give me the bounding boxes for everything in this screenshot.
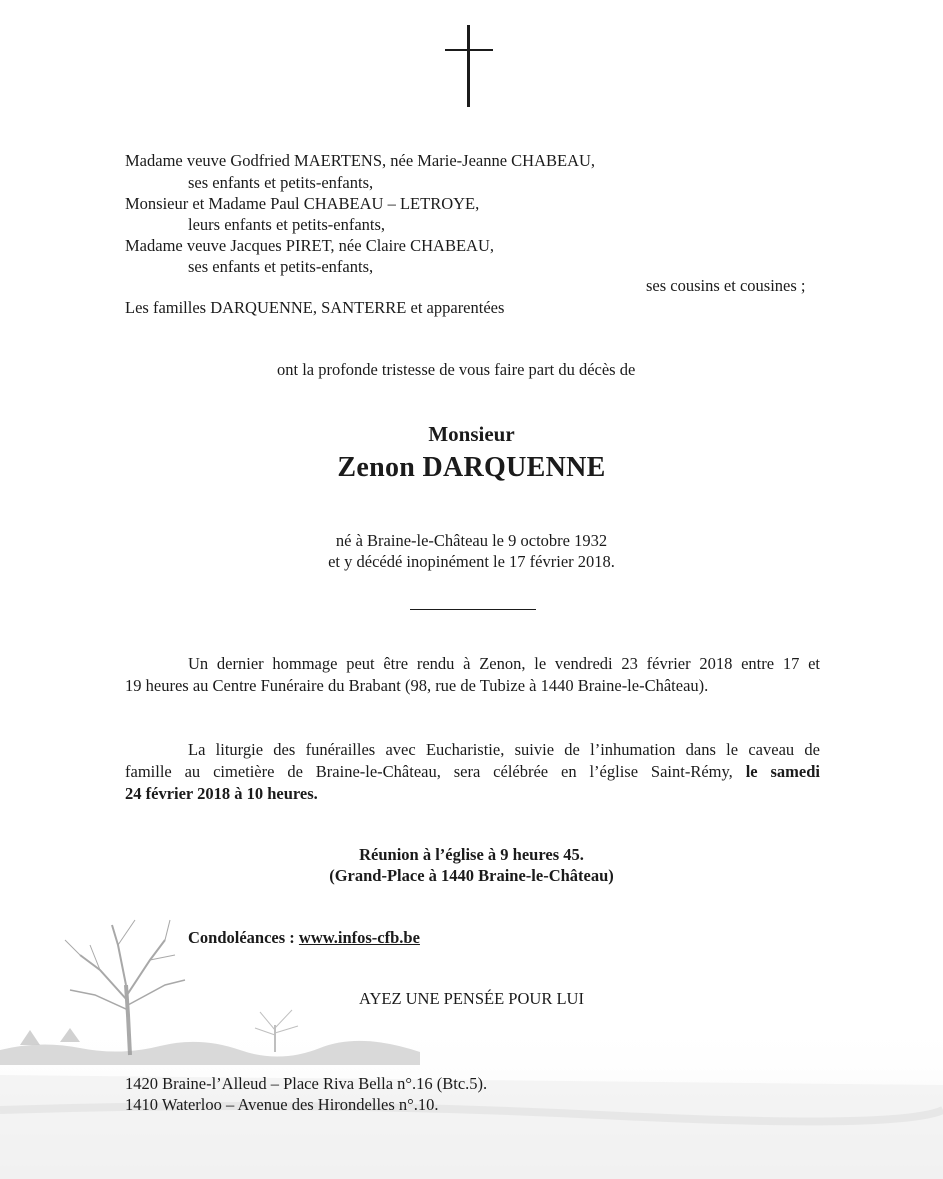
separator-rule (410, 609, 536, 610)
liturgie-bold-2: 24 février 2018 à 10 heures. (125, 784, 318, 803)
address-line-1: 1420 Braine-l’Alleud – Place Riva Bella n°.16 (Btc.5). (125, 1074, 488, 1093)
hommage-part-2: 19 heures au Centre Funéraire du Brabant (98, rue de Tubize à 1440 Braine-le-Château). (125, 676, 709, 695)
condoleances (188, 927, 420, 949)
cousins-line: ses cousins et cousines ; (646, 276, 806, 295)
family-line-6: ses enfants et petits-enfants, (188, 257, 374, 276)
condoleances-link[interactable]: www.infos-cfb.be (298, 928, 420, 947)
liturgie-part-2: famille au cimetière de Braine-le-Château, sera célébrée en l’église Saint-Rémy, (125, 762, 733, 781)
address-line-2: 1410 Waterloo – Avenue des Hirondelles n°.10. (125, 1095, 439, 1114)
birth-line: né à Braine-le-Château le 9 octobre 1932 (335, 531, 608, 550)
reunion-line-2: (Grand-Place à 1440 Braine-le-Château) (329, 866, 614, 885)
family-line-5: Madame veuve Jacques PIRET, née Claire CHABEAU, (125, 236, 495, 255)
family-line-4: leurs enfants et petits-enfants, (188, 215, 386, 234)
liturgie-paragraph (125, 739, 820, 805)
liturgie-part-1: La liturgie des funérailles avec Eucharistie, suivie de l’inhumation dans le caveau de (188, 740, 820, 759)
liturgie-bold-1: le samedi (745, 762, 820, 781)
cross-icon (445, 25, 493, 107)
honorific: Monsieur (428, 422, 515, 446)
deceased-name: Zenon DARQUENNE (337, 452, 606, 483)
reunion-line-1: Réunion à l’église à 9 heures 45. (359, 845, 584, 864)
landscape-illustration (0, 900, 943, 1179)
condoleances-label: Condoléances : (188, 928, 295, 947)
death-line: et y décédé inopinément le 17 février 2018. (328, 552, 615, 571)
announcement: ont la profonde tristesse de vous faire part du décès de (277, 360, 636, 379)
family-line-1: Madame veuve Godfried MAERTENS, née Marie-Jeanne CHABEAU, (125, 151, 596, 170)
hommage-paragraph (125, 653, 820, 697)
pensee-line: AYEZ UNE PENSÉE POUR LUI (359, 989, 584, 1008)
hommage-part-1: Un dernier hommage peut être rendu à Zenon, le vendredi 23 février 2018 entre 17 et (188, 654, 820, 673)
family-line-7: Les familles DARQUENNE, SANTERRE et apparentées (125, 298, 505, 317)
family-line-3: Monsieur et Madame Paul CHABEAU – LETROYE, (125, 194, 480, 213)
family-line-2: ses enfants et petits-enfants, (188, 173, 374, 192)
